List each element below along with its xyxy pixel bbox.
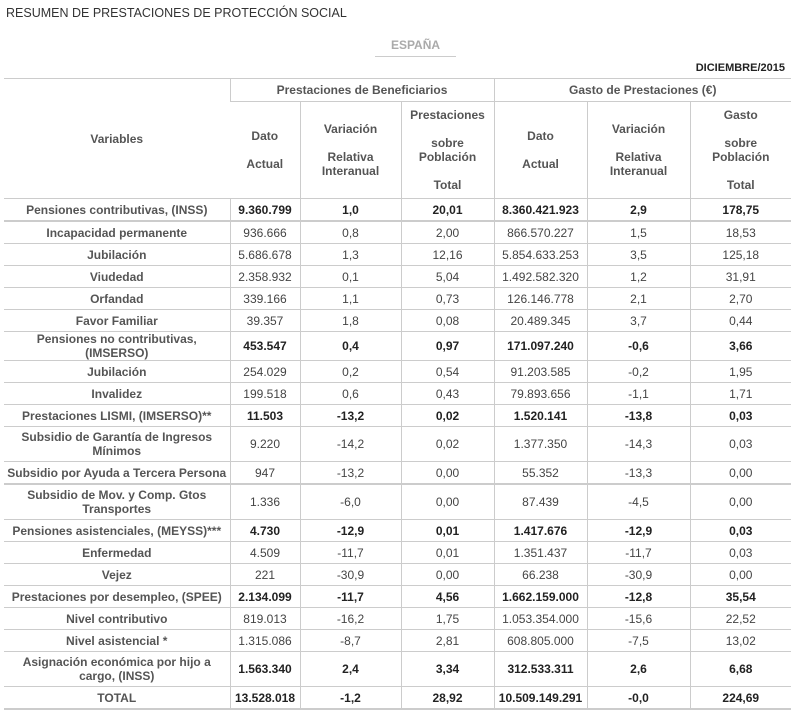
- cell-gas-dato: 8.360.421.923: [494, 199, 587, 222]
- table-row: [4, 462, 791, 485]
- cell-ben-pob: 4,56: [401, 586, 494, 608]
- cell-ben-dato: 221: [230, 564, 300, 586]
- cell-ben-dato: 2.358.932: [230, 266, 300, 288]
- header-text: Total: [726, 178, 755, 192]
- cell-ben-dato: 254.029: [230, 361, 300, 383]
- cell-ben-pob: 0,01: [401, 542, 494, 564]
- cell-ben-pob: 0,02: [401, 427, 494, 462]
- cell-gas-dato: 91.203.585: [494, 361, 587, 383]
- cell-ben-pob: 2,81: [401, 630, 494, 652]
- cell-variable: Enfermedad: [4, 542, 230, 564]
- cell-gas-dato: 171.097.240: [494, 332, 587, 361]
- benefits-summary-table: [4, 78, 791, 710]
- cell-variable: Incapacidad permanente: [4, 221, 230, 244]
- cell-ben-pob: 0,73: [401, 288, 494, 310]
- cell-ben-pob: 0,97: [401, 332, 494, 361]
- cell-variable: Viudedad: [4, 266, 230, 288]
- cell-gas-var: -13,8: [587, 405, 690, 427]
- cell-variable: Invalidez: [4, 383, 230, 405]
- cell-ben-pob: 3,34: [401, 652, 494, 687]
- cell-ben-var: 0,4: [300, 332, 401, 361]
- cell-ben-var: -12,9: [300, 520, 401, 542]
- table-row-group: [4, 199, 791, 222]
- cell-gas-pob: 31,91: [690, 266, 791, 288]
- header-group-beneficiarios: Prestaciones de Beneficiarios: [230, 79, 494, 102]
- cell-ben-dato: 947: [230, 462, 300, 485]
- header-text: Dato: [527, 129, 554, 143]
- cell-gas-var: 1,2: [587, 266, 690, 288]
- cell-gas-var: -7,5: [587, 630, 690, 652]
- cell-variable: Pensiones asistenciales, (MEYSS)***: [4, 520, 230, 542]
- table-row-group: [4, 586, 791, 608]
- cell-gas-dato: 55.352: [494, 462, 587, 485]
- cell-ben-pob: 0,00: [401, 564, 494, 586]
- cell-variable: Orfandad: [4, 288, 230, 310]
- cell-variable: Jubilación: [4, 361, 230, 383]
- cell-gas-pob: 1,95: [690, 361, 791, 383]
- cell-ben-var: 1,1: [300, 288, 401, 310]
- cell-ben-dato: 39.357: [230, 310, 300, 332]
- cell-gas-var: 2,6: [587, 652, 690, 687]
- header-ben-variacion: [300, 102, 401, 199]
- cell-ben-dato: 4.730: [230, 520, 300, 542]
- cell-gas-dato: 1.053.354.000: [494, 608, 587, 630]
- cell-gas-pob: 6,68: [690, 652, 791, 687]
- cell-ben-pob: 0,02: [401, 405, 494, 427]
- cell-gas-var: -15,6: [587, 608, 690, 630]
- cell-gas-var: -0,2: [587, 361, 690, 383]
- cell-ben-dato: 13.528.018: [230, 687, 300, 710]
- cell-ben-dato: 936.666: [230, 221, 300, 244]
- cell-gas-dato: 1.662.159.000: [494, 586, 587, 608]
- cell-gas-dato: 66.238: [494, 564, 587, 586]
- header-text: sobre: [724, 136, 758, 150]
- cell-ben-dato: 819.013: [230, 608, 300, 630]
- cell-gas-dato: 1.377.350: [494, 427, 587, 462]
- cell-ben-dato: 2.134.099: [230, 586, 300, 608]
- cell-gas-var: -12,8: [587, 586, 690, 608]
- cell-ben-dato: 199.518: [230, 383, 300, 405]
- cell-gas-pob: 0,03: [690, 405, 791, 427]
- cell-gas-var: -13,3: [587, 462, 690, 485]
- header-text: Interanual: [321, 164, 380, 178]
- cell-gas-pob: 0,00: [690, 484, 791, 520]
- cell-gas-dato: 866.570.227: [494, 221, 587, 244]
- header-ben-dato-actual: [230, 102, 300, 199]
- cell-gas-dato: 1.520.141: [494, 405, 587, 427]
- cell-gas-pob: 2,70: [690, 288, 791, 310]
- header-text: Población: [418, 150, 477, 164]
- header-gas-poblacion: [690, 102, 791, 199]
- cell-gas-dato: 1.417.676: [494, 520, 587, 542]
- cell-ben-pob: 2,00: [401, 221, 494, 244]
- table-row-group: [4, 687, 791, 710]
- cell-gas-var: -12,9: [587, 520, 690, 542]
- cell-gas-pob: 0,00: [690, 564, 791, 586]
- header-text: Gasto: [723, 108, 758, 122]
- table-row: [4, 361, 791, 383]
- cell-ben-var: -6,0: [300, 484, 401, 520]
- cell-gas-dato: 10.509.149.291: [494, 687, 587, 710]
- cell-ben-pob: 0,43: [401, 383, 494, 405]
- header-text: Dato: [251, 129, 279, 143]
- header-text: Relativa: [327, 150, 374, 164]
- table-row: [4, 427, 791, 462]
- cell-ben-pob: 20,01: [401, 199, 494, 222]
- cell-ben-pob: 0,54: [401, 361, 494, 383]
- table-row: [4, 221, 791, 244]
- header-group-gasto: Gasto de Prestaciones (€): [494, 79, 791, 102]
- cell-variable: Subsidio por Ayuda a Tercera Persona: [4, 462, 230, 485]
- cell-ben-pob: 0,00: [401, 484, 494, 520]
- header-text: Total: [433, 178, 462, 192]
- header-text: Relativa: [615, 150, 662, 164]
- cell-variable: Favor Familiar: [4, 310, 230, 332]
- cell-gas-pob: 1,71: [690, 383, 791, 405]
- cell-variable: Asignación económica por hijo a cargo, (INSS): [4, 652, 230, 687]
- table-row: [4, 542, 791, 564]
- cell-ben-var: 2,4: [300, 652, 401, 687]
- cell-gas-var: -1,1: [587, 383, 690, 405]
- cell-gas-var: 3,5: [587, 244, 690, 266]
- cell-ben-dato: 453.547: [230, 332, 300, 361]
- header-text: Variación: [611, 122, 666, 136]
- cell-variable: Vejez: [4, 564, 230, 586]
- cell-gas-dato: 312.533.311: [494, 652, 587, 687]
- table-row: [4, 564, 791, 586]
- cell-ben-var: -11,7: [300, 586, 401, 608]
- table-row: [4, 244, 791, 266]
- cell-gas-pob: 0,03: [690, 520, 791, 542]
- table-row: [4, 266, 791, 288]
- table-row: [4, 383, 791, 405]
- cell-gas-dato: 126.146.778: [494, 288, 587, 310]
- table-row-group: [4, 520, 791, 542]
- cell-variable: Prestaciones LISMI, (IMSERSO)**: [4, 405, 230, 427]
- cell-gas-dato: 1.351.437: [494, 542, 587, 564]
- cell-ben-var: 0,1: [300, 266, 401, 288]
- cell-gas-var: -0,0: [587, 687, 690, 710]
- header-gas-variacion: [587, 102, 690, 199]
- cell-gas-pob: 0,00: [690, 462, 791, 485]
- cell-gas-dato: 1.492.582.320: [494, 266, 587, 288]
- cell-variable: Pensiones no contributivas, (IMSERSO): [4, 332, 230, 361]
- cell-ben-var: 1,3: [300, 244, 401, 266]
- cell-gas-var: -0,6: [587, 332, 690, 361]
- cell-gas-dato: 5.854.633.253: [494, 244, 587, 266]
- cell-gas-pob: 0,44: [690, 310, 791, 332]
- cell-ben-var: -1,2: [300, 687, 401, 710]
- cell-ben-dato: 9.360.799: [230, 199, 300, 222]
- cell-variable: TOTAL: [4, 687, 230, 710]
- cell-gas-var: -11,7: [587, 542, 690, 564]
- cell-variable: Nivel contributivo: [4, 608, 230, 630]
- cell-variable: Subsidio de Mov. y Comp. Gtos Transportes: [4, 484, 230, 520]
- cell-ben-var: 0,8: [300, 221, 401, 244]
- cell-ben-pob: 0,08: [401, 310, 494, 332]
- cell-ben-pob: 12,16: [401, 244, 494, 266]
- table-row: [4, 484, 791, 520]
- cell-ben-var: -14,2: [300, 427, 401, 462]
- cell-variable: Subsidio de Garantía de Ingresos Mínimos: [4, 427, 230, 462]
- cell-ben-dato: 1.336: [230, 484, 300, 520]
- header-variables: Variables: [4, 79, 230, 199]
- cell-gas-dato: 79.893.656: [494, 383, 587, 405]
- cell-ben-dato: 4.509: [230, 542, 300, 564]
- cell-variable: Nivel asistencial *: [4, 630, 230, 652]
- cell-gas-pob: 0,03: [690, 427, 791, 462]
- cell-gas-var: 3,7: [587, 310, 690, 332]
- header-text: Interanual: [609, 164, 668, 178]
- period-label: DICIEMBRE/2015: [695, 62, 785, 74]
- table-row: [4, 630, 791, 652]
- header-gas-dato-actual: [494, 102, 587, 199]
- cell-ben-var: -8,7: [300, 630, 401, 652]
- cell-ben-var: -11,7: [300, 542, 401, 564]
- header-text: Variación: [323, 122, 378, 136]
- table-row-group: [4, 332, 791, 361]
- cell-ben-var: -13,2: [300, 405, 401, 427]
- table-row-group: [4, 652, 791, 687]
- cell-gas-pob: 22,52: [690, 608, 791, 630]
- header-text: Población: [712, 150, 770, 164]
- table-row: [4, 608, 791, 630]
- cell-ben-var: 0,2: [300, 361, 401, 383]
- cell-gas-dato: 87.439: [494, 484, 587, 520]
- table-row: [4, 288, 791, 310]
- cell-variable: Jubilación: [4, 244, 230, 266]
- header-text: sobre: [431, 136, 464, 150]
- header-text: Prestaciones: [410, 108, 485, 122]
- cell-gas-pob: 13,02: [690, 630, 791, 652]
- cell-gas-var: 2,1: [587, 288, 690, 310]
- cell-ben-var: 0,6: [300, 383, 401, 405]
- cell-gas-var: -14,3: [587, 427, 690, 462]
- cell-ben-dato: 339.166: [230, 288, 300, 310]
- header-text: Actual: [522, 157, 559, 171]
- page-title: RESUMEN DE PRESTACIONES DE PROTECCIÓN SOCIAL: [6, 6, 347, 20]
- cell-ben-dato: 11.503: [230, 405, 300, 427]
- cell-ben-dato: 9.220: [230, 427, 300, 462]
- cell-gas-var: -30,9: [587, 564, 690, 586]
- cell-gas-var: -4,5: [587, 484, 690, 520]
- cell-gas-pob: 18,53: [690, 221, 791, 244]
- cell-gas-pob: 178,75: [690, 199, 791, 222]
- cell-ben-pob: 0,00: [401, 462, 494, 485]
- cell-variable: Pensiones contributivas, (INSS): [4, 199, 230, 222]
- cell-ben-dato: 5.686.678: [230, 244, 300, 266]
- table-row-group: [4, 405, 791, 427]
- cell-ben-var: 1,8: [300, 310, 401, 332]
- cell-gas-var: 1,5: [587, 221, 690, 244]
- cell-gas-dato: 608.805.000: [494, 630, 587, 652]
- cell-gas-pob: 0,03: [690, 542, 791, 564]
- cell-gas-var: 2,9: [587, 199, 690, 222]
- table-row: [4, 310, 791, 332]
- cell-ben-var: 1,0: [300, 199, 401, 222]
- cell-gas-pob: 35,54: [690, 586, 791, 608]
- cell-gas-pob: 3,66: [690, 332, 791, 361]
- cell-ben-var: -16,2: [300, 608, 401, 630]
- cell-ben-pob: 5,04: [401, 266, 494, 288]
- cell-ben-pob: 0,01: [401, 520, 494, 542]
- cell-ben-pob: 28,92: [401, 687, 494, 710]
- cell-ben-var: -13,2: [300, 462, 401, 485]
- region-label: ESPAÑA: [375, 38, 456, 57]
- cell-ben-pob: 1,75: [401, 608, 494, 630]
- cell-variable: Prestaciones por desempleo, (SPEE): [4, 586, 230, 608]
- cell-ben-dato: 1.563.340: [230, 652, 300, 687]
- header-ben-poblacion: [401, 102, 494, 199]
- cell-ben-dato: 1.315.086: [230, 630, 300, 652]
- cell-gas-pob: 224,69: [690, 687, 791, 710]
- cell-ben-var: -30,9: [300, 564, 401, 586]
- cell-gas-dato: 20.489.345: [494, 310, 587, 332]
- header-text: Actual: [246, 157, 284, 171]
- cell-gas-pob: 125,18: [690, 244, 791, 266]
